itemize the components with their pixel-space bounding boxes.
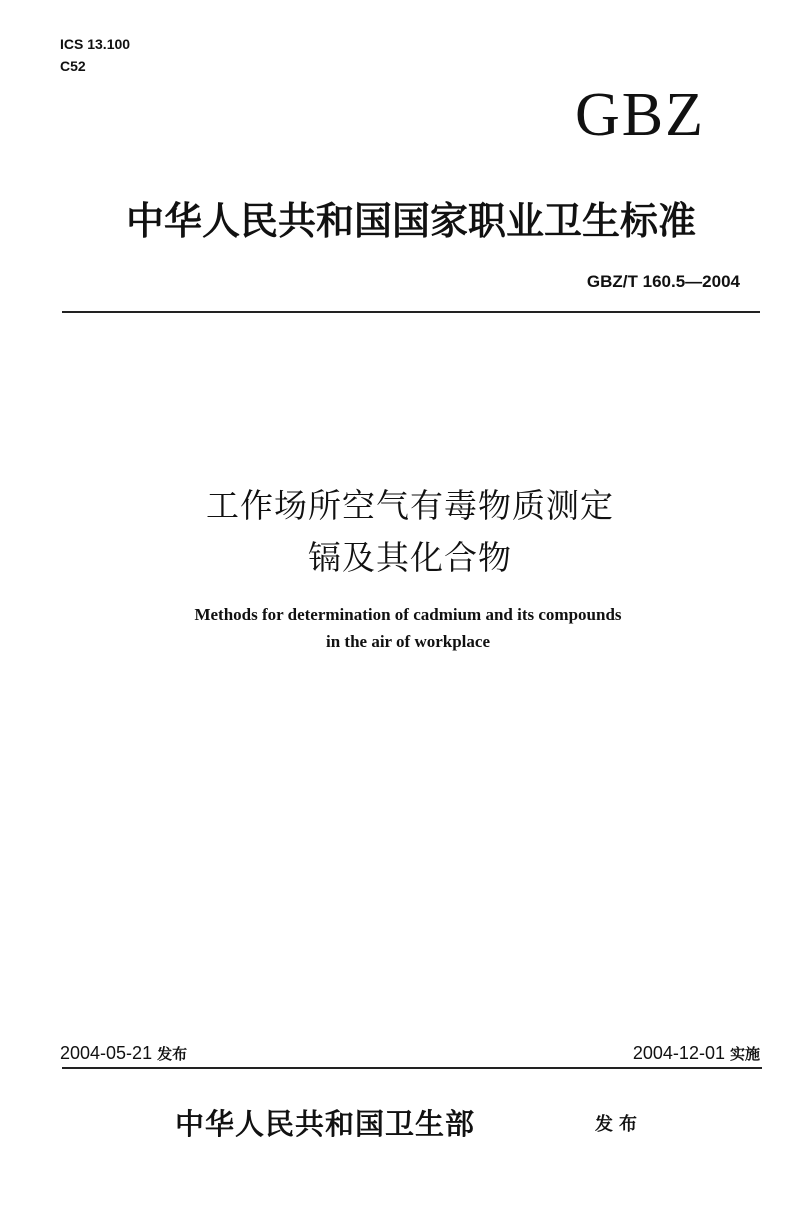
standard-number: GBZ/T 160.5—2004: [586, 272, 740, 291]
ccs-code: C52: [60, 58, 86, 74]
implement-label: 实施: [729, 1045, 760, 1063]
footer-divider: [62, 1067, 762, 1069]
ics-code: ICS 13.100: [60, 36, 131, 52]
header-divider: [62, 311, 760, 313]
issue-date-block: [60, 1043, 187, 1064]
title-en-line1: Methods for determination of cadmium and its compounds: [194, 605, 622, 624]
issue-label: 发布: [157, 1045, 188, 1063]
gbz-logo: GBZ: [575, 81, 705, 149]
implement-date-block: [633, 1043, 760, 1064]
standard-title: 中华人民共和国国家职业卫生标准: [125, 199, 696, 243]
title-en-line2: in the air of workplace: [325, 632, 490, 651]
publisher-name: 中华人民共和国卫生部: [175, 1107, 476, 1141]
title-zh-line1: 工作场所空气有毒物质测定: [206, 486, 614, 525]
implement-date: 2004-12-01: [632, 1043, 725, 1063]
title-zh-line2: 镉及其化合物: [308, 538, 512, 577]
publish-label: 发布: [595, 1114, 643, 1135]
issue-date: 2004-05-21: [60, 1043, 153, 1063]
